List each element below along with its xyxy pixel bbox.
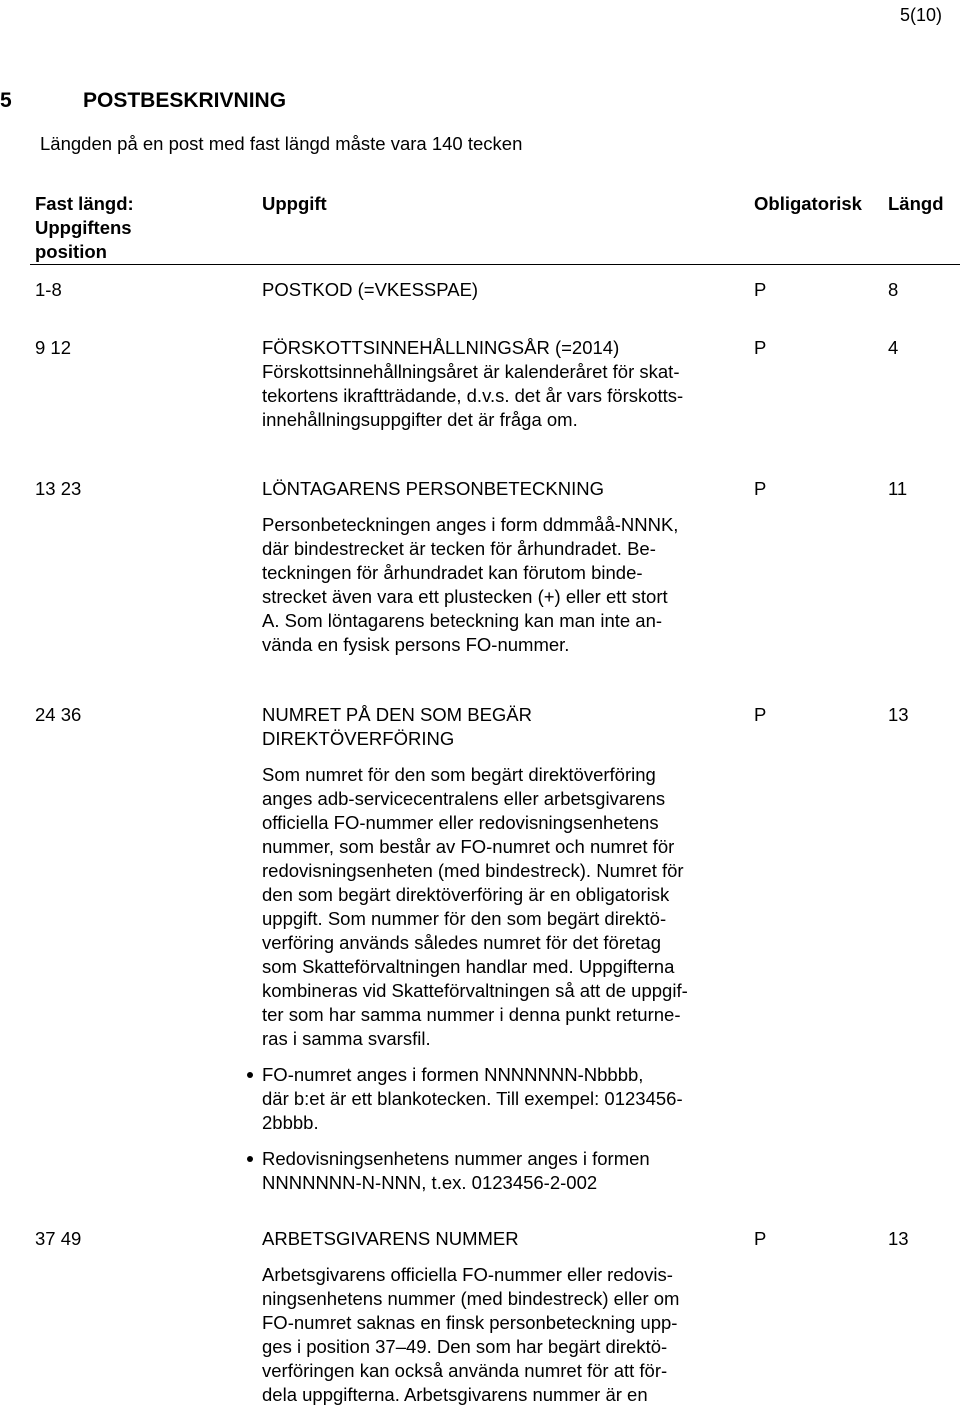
row-length: 4 [888,337,899,358]
header-position-line: position [35,241,107,262]
bullet-item [262,1063,742,1135]
row-description [262,763,742,1051]
row-mandatory: P [754,478,767,499]
description-line: den som begärt direktöverföring är en obligatorisk [262,884,670,905]
description-line: A. Som löntagarens beteckning kan man inte an- [262,610,663,631]
description-line: Förskottsinnehållningsåret är kalenderåret för skat- [262,361,680,382]
row-title: POSTKOD (=VKESSPAE) [262,279,479,300]
row-mandatory: P [754,279,767,300]
bullet-item [262,1147,742,1195]
bullet-icon [247,1156,253,1162]
description-line: vända en fysisk persons FO-nummer. [262,634,570,655]
header-position-line: Uppgiftens [35,217,132,238]
description-line: Personbeteckningen anges i form ddmmåå-NNNK, [262,514,679,535]
description-line: ningsenhetens nummer (med bindestreck) eller om [262,1288,680,1309]
row-position: 9 12 [35,337,72,358]
description-line: teckningen för århundradet kan förutom binde- [262,562,643,583]
row-title: FÖRSKOTTSINNEHÅLLNINGSÅR (=2014) [262,337,620,358]
description-line: strecket även vara ett plustecken (+) eller ett stort [262,586,668,607]
description-line: Arbetsgivarens officiella FO-nummer eller redovis- [262,1264,673,1285]
row-length: 13 [888,704,909,725]
bullet-icon [247,1072,253,1078]
row-description [262,513,742,657]
description-line: ras i samma svarsfil. [262,1028,431,1049]
row-position: 1-8 [35,279,62,300]
description-line: ter som har samma nummer i denna punkt returne- [262,1004,681,1025]
row-length: 8 [888,279,899,300]
row-position: 24 36 [35,704,82,725]
header-divider [30,264,960,265]
bullet-list [262,1063,742,1195]
row-mandatory: P [754,337,767,358]
row-title: ARBETSGIVARENS NUMMER [262,1228,519,1249]
bullet-line: FO-numret anges i formen NNNNNNN-Nbbbb, [262,1064,644,1085]
header-position [35,192,195,264]
row-position: 37 49 [35,1228,82,1249]
description-line: uppgift. Som nummer för den som begärt direktö- [262,908,667,929]
description-line: ges i position 37–49. Den som har begärt direktö- [262,1336,668,1357]
description-line: Som numret för den som begärt direktöverföring [262,764,656,785]
page-number: 5(10) [899,5,942,25]
row-title-line: DIREKTÖVERFÖRING [262,728,455,749]
section-title: POSTBESKRIVNING [83,89,287,112]
description-line: dela uppgifterna. Arbetsgivarens nummer är en [262,1384,648,1405]
header-length: Längd [888,193,944,214]
section-number: 5 [0,89,12,112]
description-line: verföringen kan också använda numret för att för- [262,1360,668,1381]
bullet-line: Redovisningsenhetens nummer anges i formen [262,1148,650,1169]
description-line: kombineras vid Skatteförvaltningen så att de uppgif- [262,980,688,1001]
description-line: anges adb-servicecentralens eller arbetsgivarens [262,788,666,809]
header-mandatory: Obligatorisk [754,193,862,214]
row-length: 11 [888,478,908,499]
description-line: där bindestrecket är tecken för århundradet. Be- [262,538,656,559]
row-mandatory: P [754,1228,767,1249]
header-task: Uppgift [262,193,327,214]
row-mandatory: P [754,704,767,725]
header-position-line: Fast längd: [35,193,134,214]
row-title: LÖNTAGARENS PERSONBETECKNING [262,478,604,499]
row-description [262,360,742,432]
description-line: redovisningsenheten (med bindestreck). Numret för [262,860,684,881]
description-line: tekortens ikraftträdande, d.v.s. det år vars förskotts- [262,385,684,406]
bullet-line: 2bbbb. [262,1112,319,1133]
intro-text: Längden på en post med fast längd måste vara 140 tecken [40,133,523,154]
description-line: innehållningsuppgifter det är fråga om. [262,409,578,430]
description-line: verföring används således numret för det företag [262,932,662,953]
row-title-line: NUMRET PÅ DEN SOM BEGÄR [262,704,533,725]
description-line: som Skatteförvaltningen handlar med. Uppgifterna [262,956,675,977]
description-line: officiella FO-nummer eller redovisningsenhetens [262,812,659,833]
bullet-line: NNNNNNN-N-NNN, t.ex. 0123456-2-002 [262,1172,598,1193]
description-line: FO-numret saknas en finsk personbeteckning upp- [262,1312,678,1333]
description-line: nummer, som består av FO-numret och numret för [262,836,675,857]
row-description [262,1263,742,1407]
row-length: 13 [888,1228,909,1249]
bullet-line: där b:et är ett blankotecken. Till exempel: 0123456- [262,1088,683,1109]
row-position: 13 23 [35,478,82,499]
